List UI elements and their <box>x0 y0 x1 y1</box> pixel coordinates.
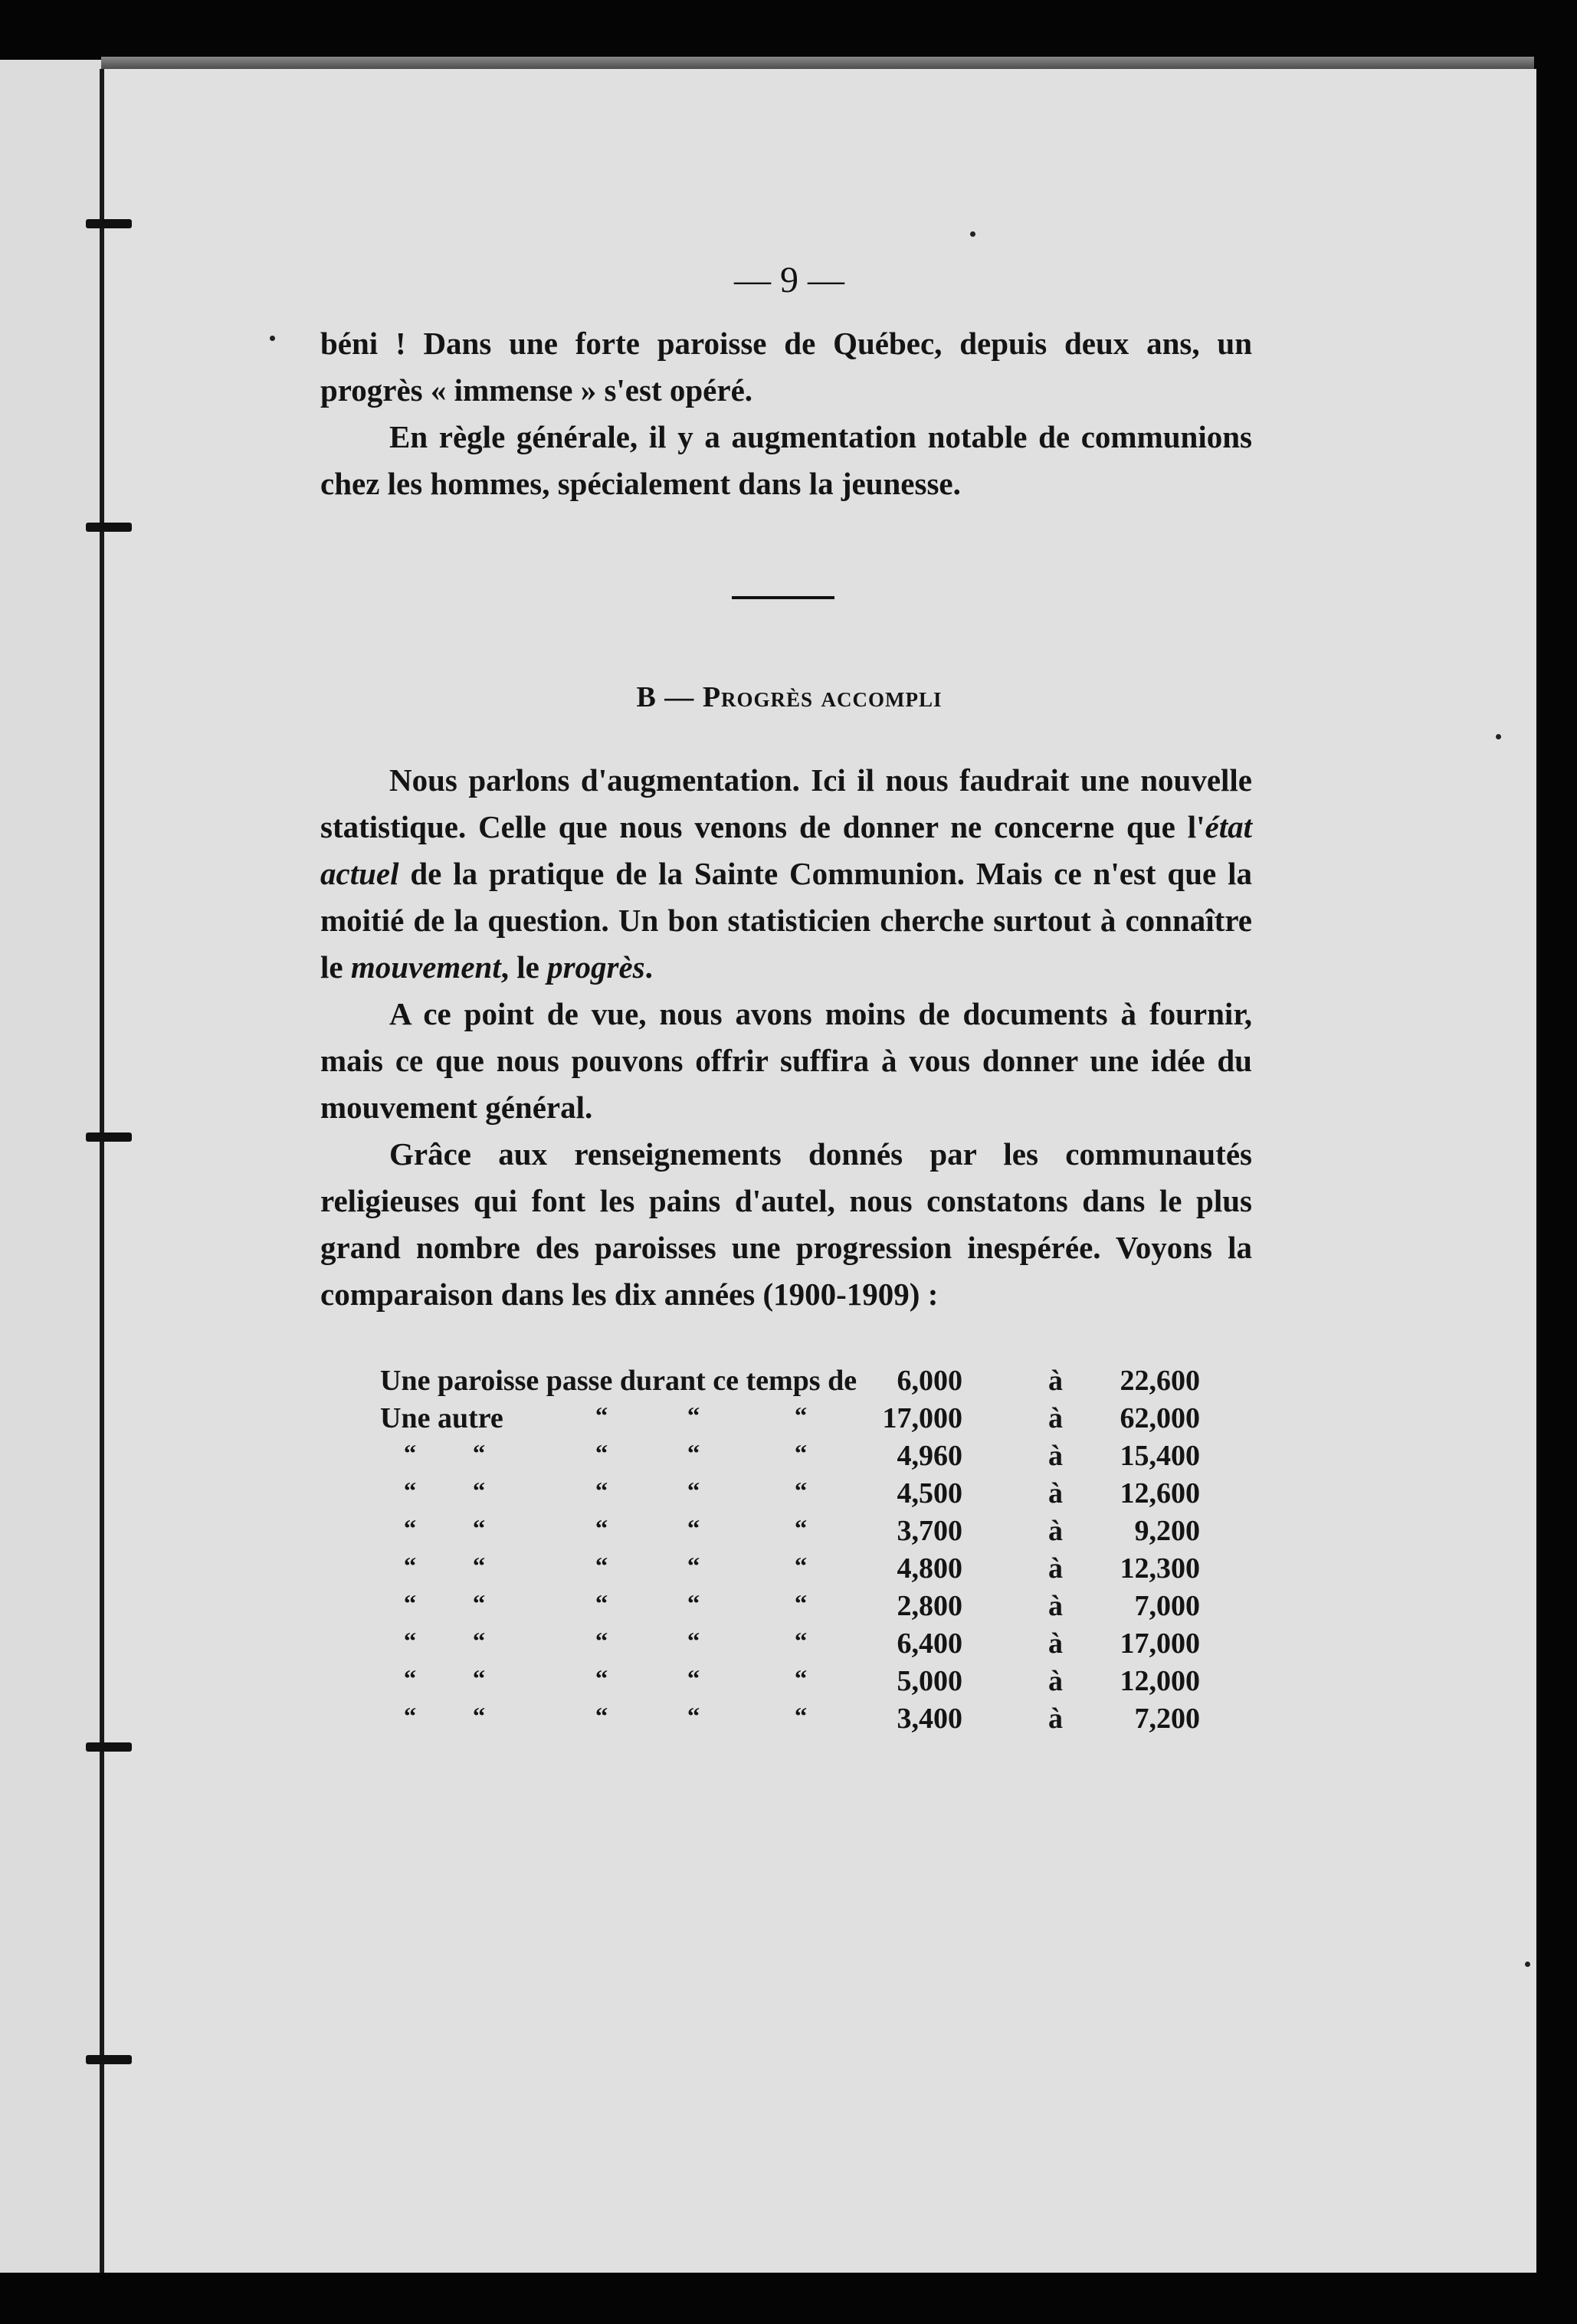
value-to: 62,000 <box>1120 1402 1200 1434</box>
value-to: 15,400 <box>1120 1440 1200 1472</box>
value-from: 6,400 <box>897 1627 962 1660</box>
table-row <box>380 1702 1200 1739</box>
table-row <box>380 1552 1200 1589</box>
binding-line <box>100 69 104 2273</box>
ditto-mark: ‘‘ <box>794 1477 807 1504</box>
ditto-mark: ‘‘ <box>472 1589 485 1617</box>
ditto-mark: ‘‘ <box>472 1477 485 1504</box>
ditto-mark: ‘‘ <box>595 1514 608 1542</box>
ditto-mark: ‘‘ <box>403 1664 416 1692</box>
connector-a: à <box>1048 1440 1063 1472</box>
table-row <box>380 1364 1200 1401</box>
value-from: 17,000 <box>882 1402 962 1434</box>
ditto-mark: ‘‘ <box>403 1477 416 1504</box>
ditto-mark: ‘‘ <box>472 1514 485 1542</box>
table-row <box>380 1664 1200 1702</box>
text-run: . <box>644 949 653 985</box>
intro-text <box>320 320 1252 507</box>
ditto-mark: ‘‘ <box>794 1514 807 1542</box>
ditto-mark: ‘‘ <box>794 1589 807 1617</box>
section-divider <box>732 596 834 599</box>
section-title: Progrès accompli <box>702 681 943 713</box>
binding-stitch <box>86 523 132 532</box>
value-to: 12,000 <box>1120 1665 1200 1697</box>
connector-a: à <box>1048 1627 1063 1660</box>
ditto-mark: ‘‘ <box>595 1627 608 1654</box>
connector-a: à <box>1048 1590 1063 1622</box>
table-row <box>380 1627 1200 1664</box>
ditto-mark: ‘‘ <box>403 1589 416 1617</box>
paragraph-comparison: Grâce aux renseignements donnés par les communautés religieuses qui font les pains d'autel, nous constatons dans le plus grand nombre des paroisses une progression inespérée. Voyons la comparaison dans les dix années (1900-1909) : <box>320 1136 1252 1312</box>
ditto-mark: ‘‘ <box>403 1627 416 1654</box>
ditto-mark: ‘‘ <box>472 1664 485 1692</box>
value-from: 4,800 <box>897 1552 962 1585</box>
value-to: 7,000 <box>1134 1590 1200 1622</box>
ditto-mark: ‘‘ <box>595 1702 608 1729</box>
section-heading <box>598 680 981 714</box>
ditto-mark: ‘‘ <box>595 1439 608 1467</box>
ditto-mark: ‘‘ <box>794 1401 807 1429</box>
row-label-second: Une autre <box>380 1402 503 1434</box>
ditto-mark: ‘‘ <box>687 1401 700 1429</box>
table-row <box>380 1477 1200 1514</box>
emphasis-etat-actuel: état actuel <box>320 809 1252 891</box>
connector-a: à <box>1048 1665 1063 1697</box>
scan-speck <box>970 231 975 237</box>
value-from: 2,800 <box>897 1590 962 1622</box>
ditto-mark: ‘‘ <box>687 1552 700 1579</box>
text-run: de la pratique de la Sainte Communion. Mais ce n'est que la moitié de la question. Un bon statisticien cherche surtout à connaître le <box>320 856 1252 985</box>
value-to: 12,300 <box>1120 1552 1200 1585</box>
value-from: 4,960 <box>897 1440 962 1472</box>
table-row <box>380 1401 1200 1439</box>
ditto-mark: ‘‘ <box>687 1589 700 1617</box>
value-from: 5,000 <box>897 1665 962 1697</box>
ditto-mark: ‘‘ <box>794 1664 807 1692</box>
text-run: , le <box>500 949 548 985</box>
value-from: 6,000 <box>897 1365 962 1397</box>
ditto-mark: ‘‘ <box>472 1439 485 1467</box>
ditto-mark: ‘‘ <box>595 1401 608 1429</box>
value-to: 9,200 <box>1134 1515 1200 1547</box>
connector-a: à <box>1048 1477 1063 1509</box>
text-run: Nous parlons d'augmentation. Ici il nous faudrait une nouvelle statistique. Celle que nous venons de donner ne concerne que l' <box>320 762 1252 844</box>
connector-a: à <box>1048 1402 1063 1434</box>
ditto-mark: ‘‘ <box>794 1702 807 1729</box>
ditto-mark: ‘‘ <box>595 1664 608 1692</box>
ditto-mark: ‘‘ <box>794 1439 807 1467</box>
value-to: 22,600 <box>1120 1365 1200 1397</box>
paragraph-statistics <box>320 757 1252 991</box>
ditto-mark: ‘‘ <box>595 1477 608 1504</box>
binding-stitch <box>86 219 132 228</box>
table-row <box>380 1514 1200 1552</box>
paragraph-point-of-view: A ce point de vue, nous avons moins de documents à fournir, mais ce que nous pouvons offrir suffira à vous donner une idée du mouvement général. <box>320 996 1252 1125</box>
ditto-mark: ‘‘ <box>687 1702 700 1729</box>
ditto-mark: ‘‘ <box>687 1439 700 1467</box>
binding-stitch <box>86 2055 132 2064</box>
table-row <box>380 1589 1200 1627</box>
scan-speck <box>1525 1962 1530 1967</box>
value-to: 12,600 <box>1120 1477 1200 1509</box>
value-from: 4,500 <box>897 1477 962 1509</box>
ditto-mark: ‘‘ <box>687 1664 700 1692</box>
ditto-mark: ‘‘ <box>472 1552 485 1579</box>
ditto-mark: ‘‘ <box>403 1552 416 1579</box>
section-letter: B — <box>636 681 695 713</box>
connector-a: à <box>1048 1703 1063 1735</box>
ditto-mark: ‘‘ <box>595 1552 608 1579</box>
binding-stitch <box>86 1742 132 1752</box>
body-text <box>320 757 1252 1318</box>
ditto-mark: ‘‘ <box>403 1439 416 1467</box>
scan-speck <box>270 336 275 341</box>
value-to: 17,000 <box>1120 1627 1200 1660</box>
table-row <box>380 1439 1200 1477</box>
ditto-mark: ‘‘ <box>794 1552 807 1579</box>
ditto-mark: ‘‘ <box>472 1627 485 1654</box>
communion-progress-table <box>380 1364 1200 1739</box>
ditto-mark: ‘‘ <box>687 1477 700 1504</box>
value-from: 3,700 <box>897 1515 962 1547</box>
facing-page-edge <box>0 60 101 2273</box>
scan-speck <box>1496 734 1501 739</box>
ditto-mark: ‘‘ <box>687 1627 700 1654</box>
ditto-mark: ‘‘ <box>794 1627 807 1654</box>
value-from: 3,400 <box>897 1703 962 1735</box>
paragraph-general-rule: En règle générale, il y a augmentation notable de communions chez les hommes, spécialement dans la jeunesse. <box>320 419 1252 501</box>
emphasis-mouvement: mouvement <box>350 949 501 985</box>
ditto-mark: ‘‘ <box>472 1702 485 1729</box>
ditto-mark: ‘‘ <box>403 1514 416 1542</box>
ditto-mark: ‘‘ <box>687 1514 700 1542</box>
row-label-first: Une paroisse passe durant ce temps de <box>380 1365 857 1397</box>
value-to: 7,200 <box>1134 1703 1200 1735</box>
page-binding <box>97 69 106 2273</box>
connector-a: à <box>1048 1365 1063 1397</box>
ditto-mark: ‘‘ <box>403 1702 416 1729</box>
binding-stitch <box>86 1132 132 1142</box>
connector-a: à <box>1048 1552 1063 1585</box>
paragraph-continuation: béni ! Dans une forte paroisse de Québec, depuis deux ans, un progrès « immense » s'est opéré. <box>320 326 1252 408</box>
page-number: — 9 — <box>734 260 844 300</box>
ditto-mark: ‘‘ <box>595 1589 608 1617</box>
emphasis-progres: progrès <box>547 949 645 985</box>
connector-a: à <box>1048 1515 1063 1547</box>
